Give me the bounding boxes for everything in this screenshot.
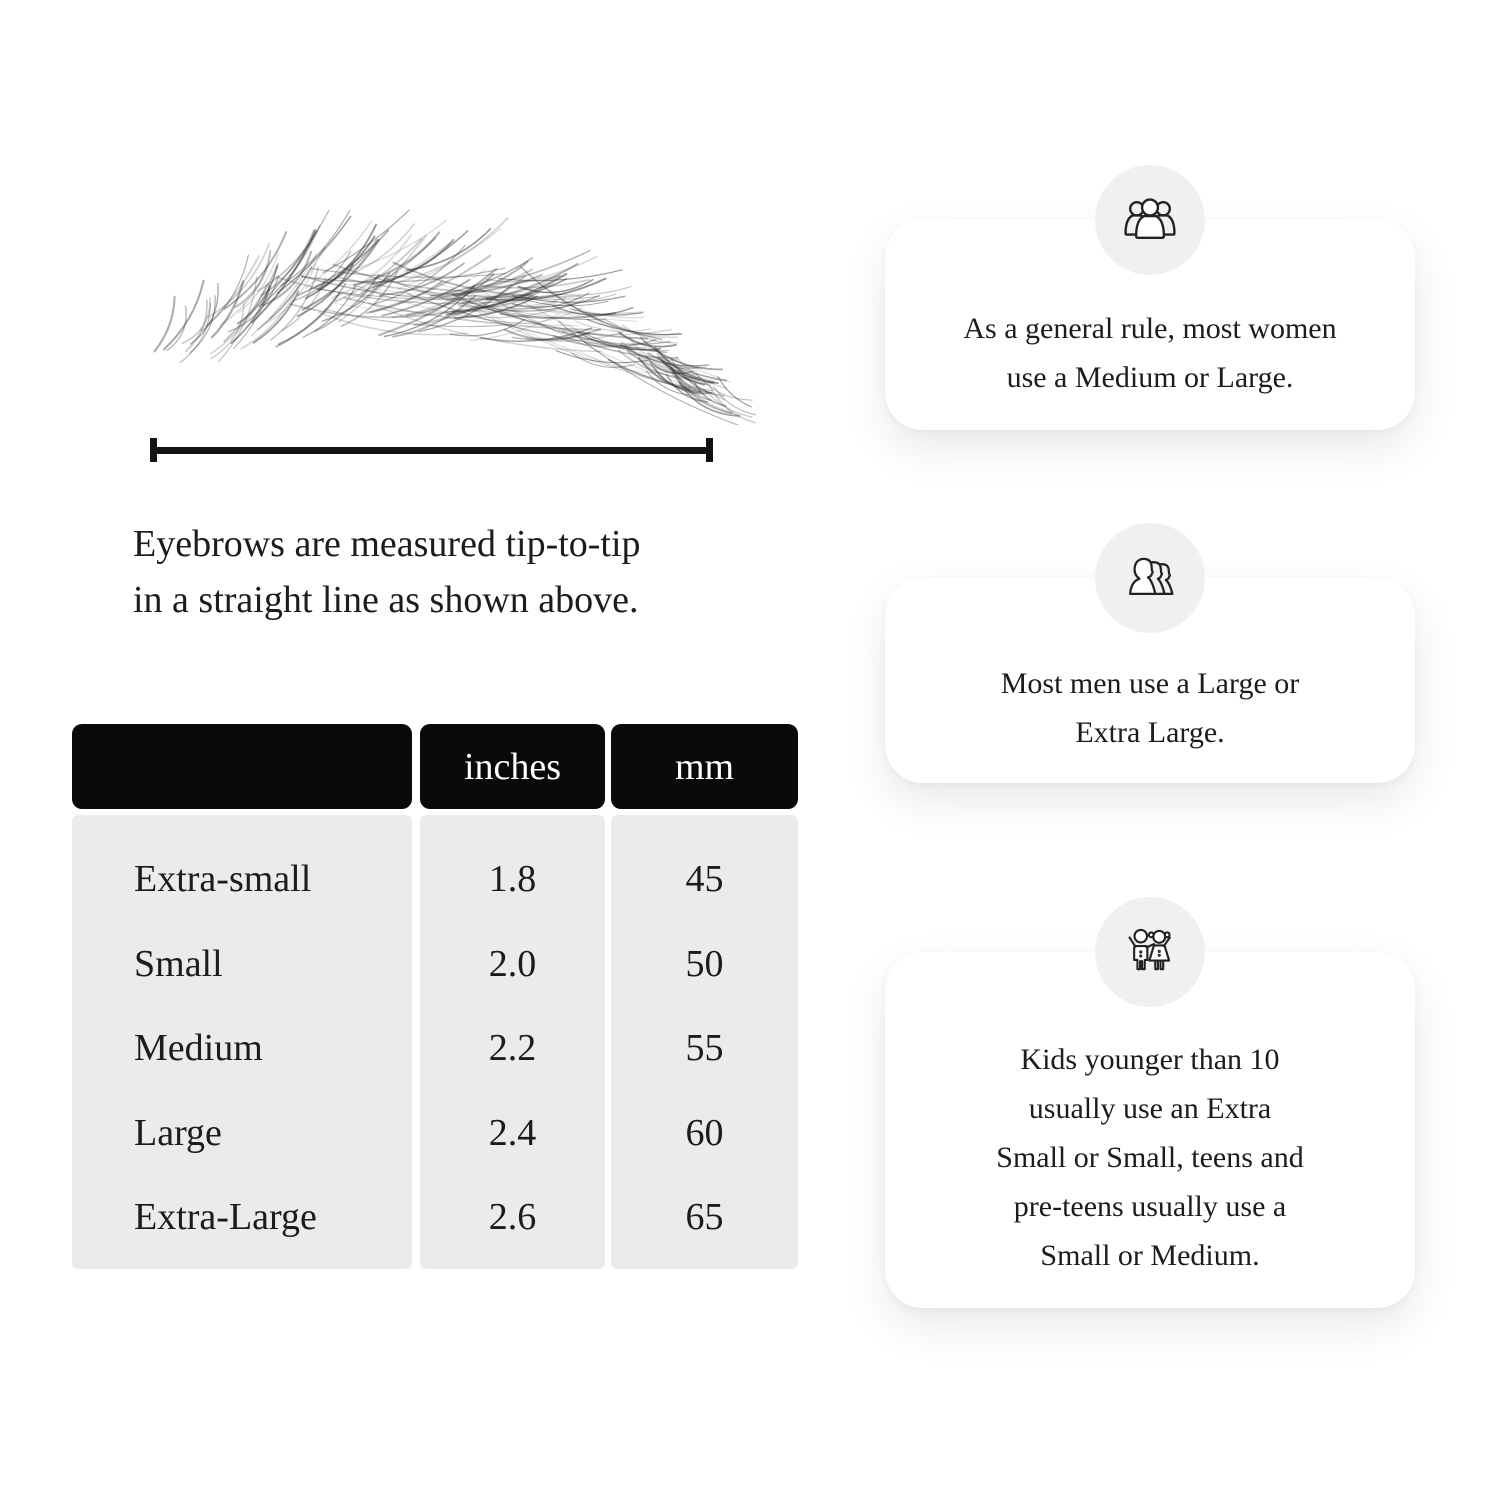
info-card-kids [885,952,1415,1308]
mm-value: 50 [685,942,724,985]
measurement-line-right-cap [706,438,713,462]
size-table-column-mm [611,724,798,1269]
mm-value: 45 [685,858,724,900]
mm-value: 65 [685,1196,724,1238]
inches-value: 2.0 [488,942,537,985]
size-label: Medium [134,1027,263,1069]
size-label: Extra-Large [134,1196,317,1238]
card-text-line: As a general rule, most women [963,311,1337,345]
size-table-body-mm [611,815,798,1269]
eyebrow-illustration [100,210,760,425]
caption-line-1: Eyebrows are measured tip-to-tip [133,523,641,565]
size-table-column-inches [420,724,605,1269]
measurement-line-left-cap [150,438,157,462]
card-text-line: Kids younger than 10 [1020,1043,1280,1076]
card-women-text [885,275,1415,430]
men-group-icon [1095,523,1205,633]
measurement-line-bar [150,447,713,454]
caption-line-2: in a straight line as shown above. [133,579,639,621]
size-table-body-inches [420,815,605,1269]
size-table-header-blank [72,724,412,809]
women-group-icon [1095,165,1205,275]
kids-icon [1095,897,1205,1007]
size-label: Large [134,1111,222,1154]
inches-value: 2.6 [488,1196,537,1238]
card-kids-text [885,1007,1415,1308]
card-text-line: use a Medium or Large. [1006,360,1294,394]
size-table-header-inches: inches [420,724,605,809]
card-text-line: Extra Large. [1075,716,1225,749]
size-label: Extra-small [134,858,312,900]
info-card-men [885,578,1415,783]
mm-value: 55 [685,1027,724,1069]
inches-value: 2.4 [488,1111,537,1154]
mm-value: 60 [685,1111,724,1154]
size-table-header-mm: mm [611,724,798,809]
measurement-caption [133,516,641,628]
inches-value: 2.2 [488,1027,537,1069]
card-men-text [885,633,1415,783]
size-label: Small [134,942,223,985]
card-text-line: usually use an Extra [1028,1092,1272,1125]
card-text-line: Small or Small, teens and [996,1141,1304,1174]
card-text-line: Small or Medium. [1040,1239,1260,1272]
size-table-column-sizes [72,724,412,1269]
card-text-line: Most men use a Large or [1000,667,1300,700]
inches-value: 1.8 [488,858,537,900]
card-text-line: pre-teens usually use a [1013,1190,1287,1223]
size-table-body-sizes [72,815,412,1269]
info-card-women [885,220,1415,430]
size-table [72,724,798,1269]
measurement-line [150,438,713,462]
